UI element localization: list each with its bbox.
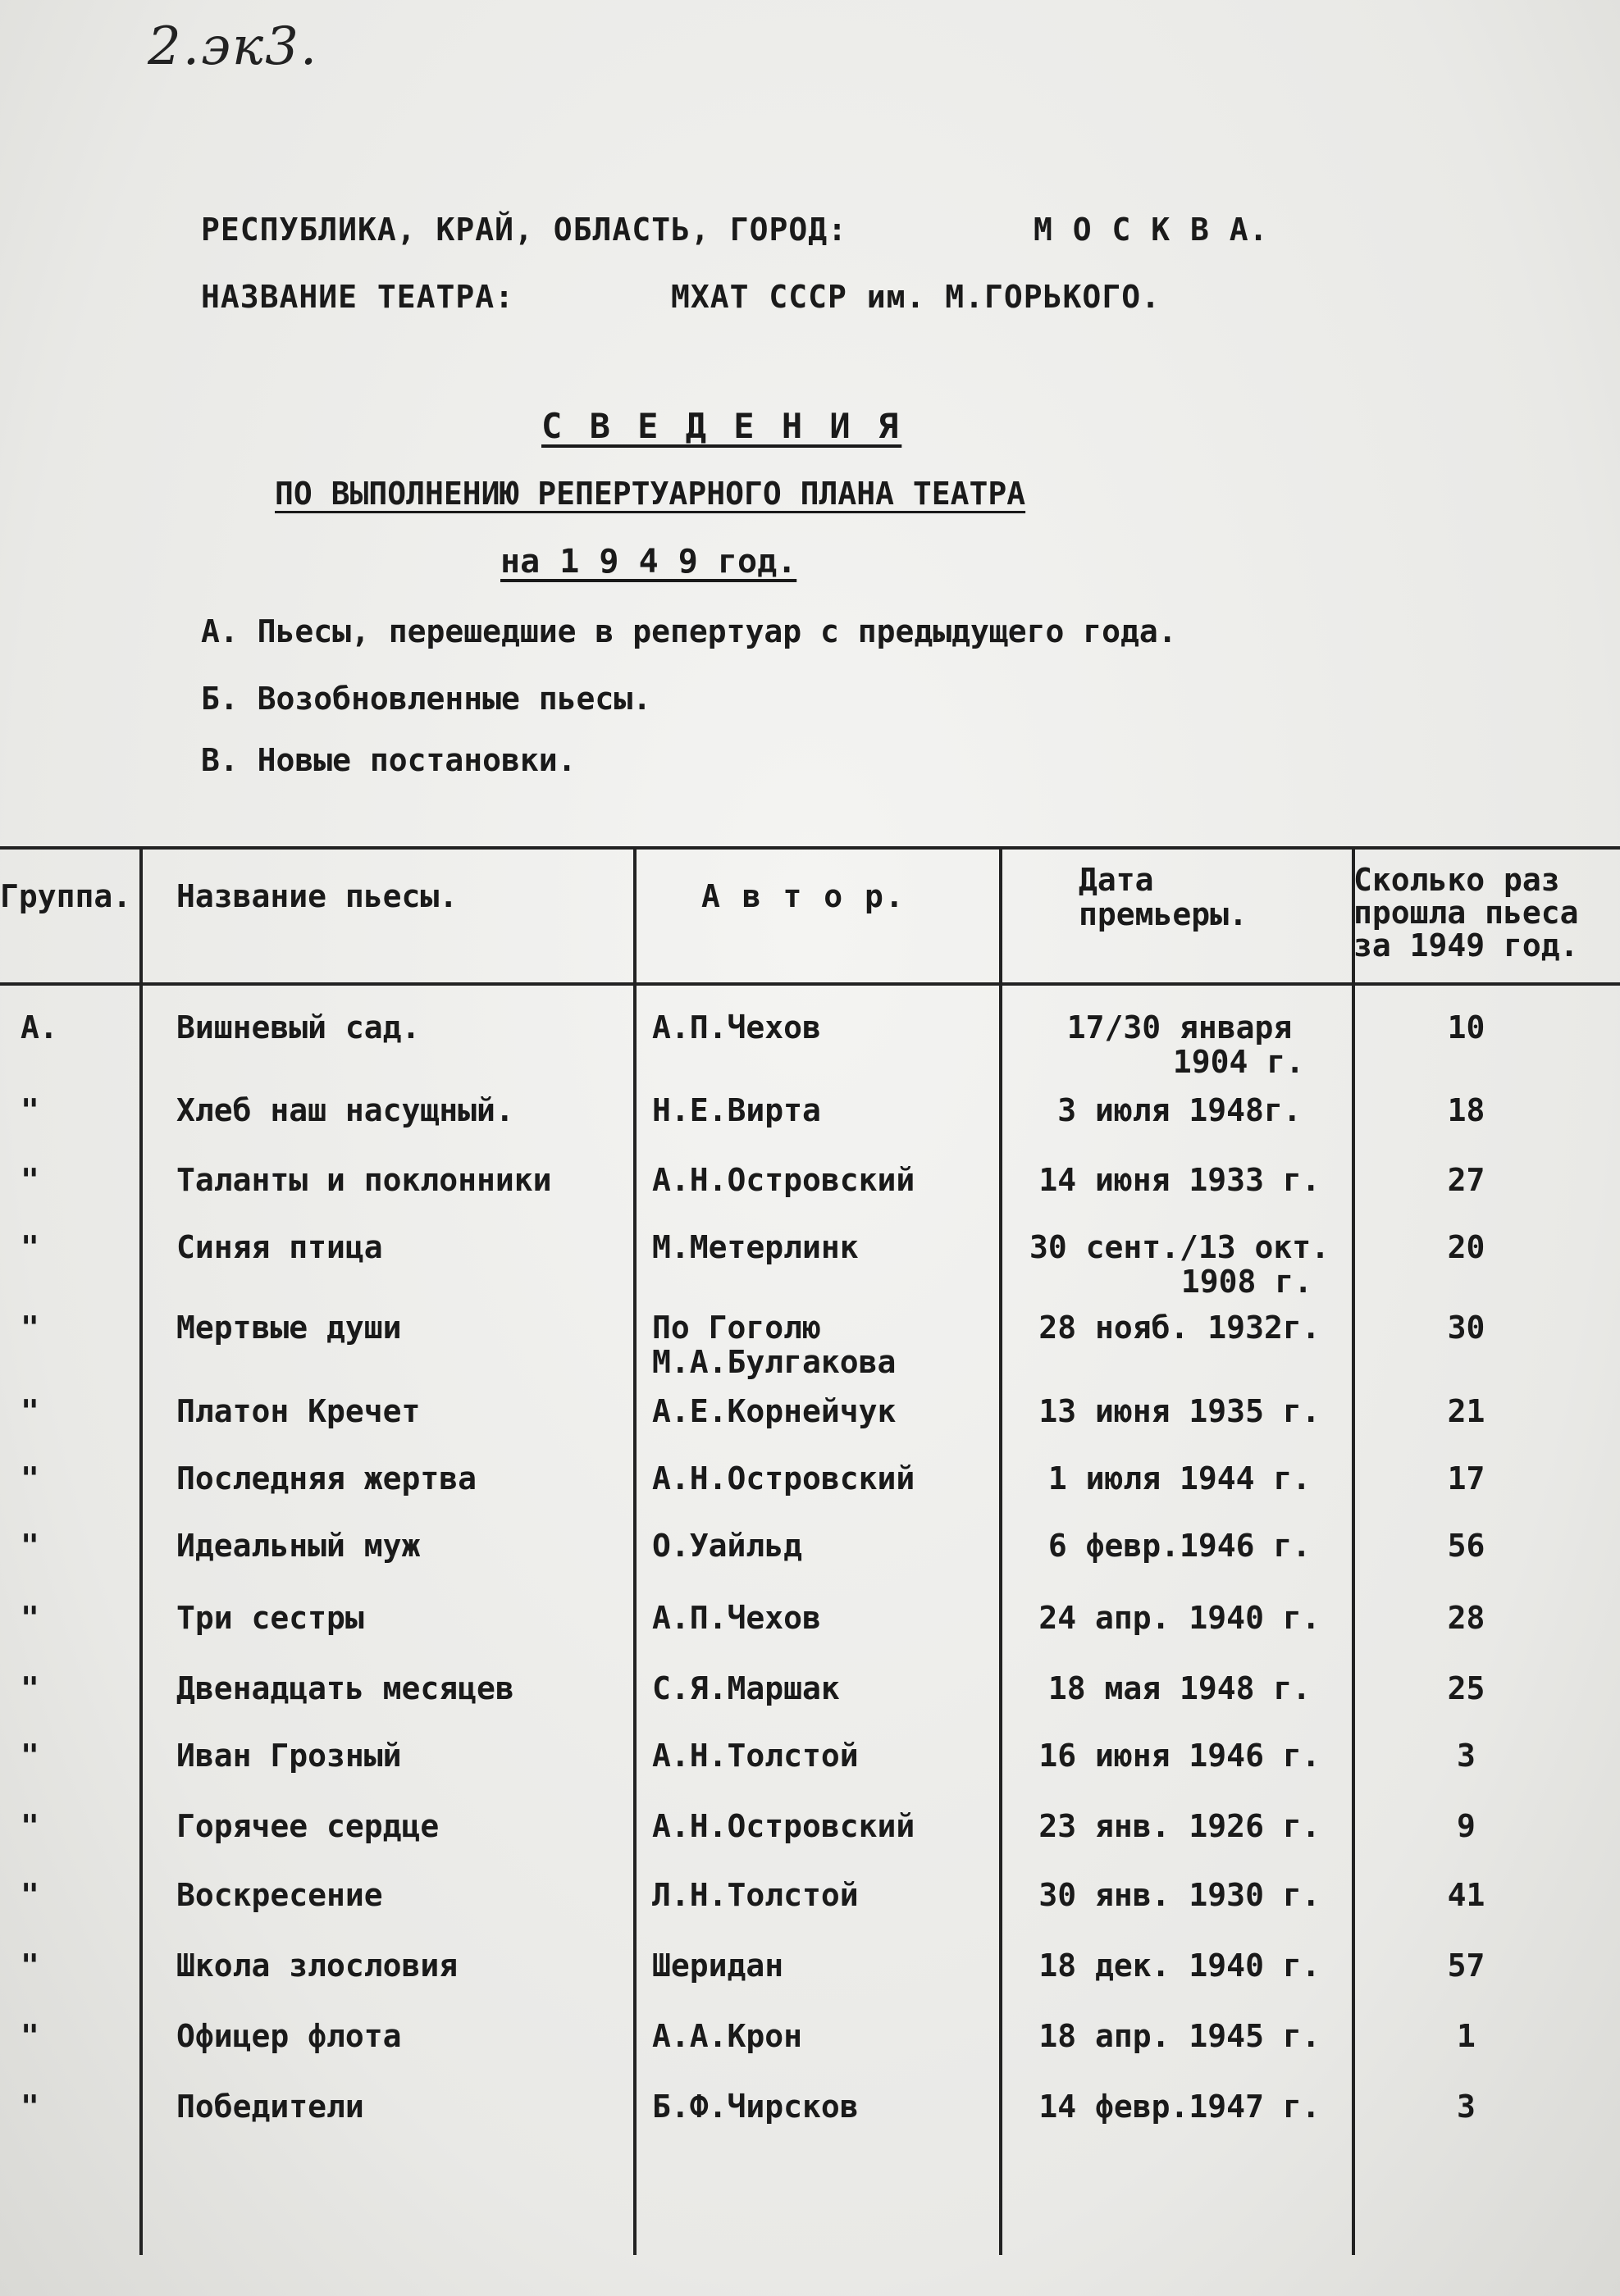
cell-count: 3 (1457, 2089, 1476, 2125)
cell-title: Победители (176, 2089, 364, 2125)
theatre-label: НАЗВАНИЕ ТЕАТРА: (201, 279, 515, 315)
document-title: С В Е Д Е Н И Я (541, 406, 902, 446)
cell-count: 1 (1457, 2018, 1476, 2054)
column-header-date-1: Дата (1079, 862, 1154, 898)
column-header-title: Название пьесы. (176, 878, 459, 914)
cell-author: А.Н.Толстой (652, 1738, 859, 1774)
cell-group: " (21, 1460, 39, 1496)
cell-date: 13 июня 1935 г. (1038, 1393, 1321, 1429)
cell-author: А.П.Чехов (652, 1009, 821, 1046)
cell-author: А.А.Крон (652, 2018, 803, 2054)
column-header-count-3: за 1949 год. (1353, 927, 1579, 963)
cell-title: Школа злословия (176, 1947, 459, 1984)
cell-date: 23 янв. 1926 г. (1038, 1808, 1321, 1844)
cell-group: " (21, 1528, 39, 1564)
cell-author: А.П.Чехов (652, 1600, 821, 1636)
cell-title: Воскресение (176, 1877, 383, 1913)
table-header-border (0, 982, 1620, 986)
cell-count: 56 (1447, 1528, 1485, 1564)
cell-count: 3 (1457, 1738, 1476, 1774)
cell-author: А.Н.Островский (652, 1460, 915, 1496)
cell-group: А. (21, 1009, 58, 1046)
cell-title: Двенадцать месяцев (176, 1670, 514, 1706)
cell-title: Вишневый сад. (176, 1009, 421, 1046)
column-header-count-2: прошла пьеса (1353, 895, 1579, 931)
cell-author: А.Е.Корнейчук (652, 1393, 897, 1429)
cell-author: Б.Ф.Чирсков (652, 2089, 859, 2125)
region-value: М О С К В А. (1034, 212, 1269, 248)
cell-title: Иван Грозный (176, 1738, 402, 1774)
cell-group: " (21, 1947, 39, 1984)
cell-title: Хлеб наш насущный. (176, 1092, 514, 1128)
legend-item-v: В. Новые постановки. (201, 742, 577, 778)
cell-date: 30 сент./13 окт. (1029, 1229, 1330, 1265)
cell-group: " (21, 2018, 39, 2054)
cell-group: " (21, 1092, 39, 1128)
cell-date: 3 июля 1948г. (1057, 1092, 1302, 1128)
cell-author: О.Уайльд (652, 1528, 803, 1564)
column-header-date-2: премьеры. (1079, 896, 1248, 932)
cell-count: 27 (1447, 1162, 1485, 1198)
cell-count: 21 (1447, 1393, 1485, 1429)
cell-author: А.Н.Островский (652, 1808, 915, 1844)
column-header-author: А в т о р. (701, 878, 906, 914)
cell-date: 1 июля 1944 г. (1047, 1460, 1312, 1496)
cell-date-line2: 1908 г. (1180, 1264, 1313, 1300)
document-subtitle: ПО ВЫПОЛНЕНИЮ РЕПЕРТУАРНОГО ПЛАНА ТЕАТРА (275, 476, 1026, 512)
column-divider-3 (999, 846, 1002, 2255)
cell-title: Последняя жертва (176, 1460, 477, 1496)
cell-count: 41 (1447, 1877, 1485, 1913)
cell-author: С.Я.Маршак (652, 1670, 840, 1706)
cell-author: По Гоголю (652, 1310, 821, 1346)
cell-date: 18 апр. 1945 г. (1038, 2018, 1321, 2054)
cell-date: 6 февр.1946 г. (1047, 1528, 1312, 1564)
cell-title: Идеальный муж (176, 1528, 421, 1564)
cell-group: " (21, 1393, 39, 1429)
cell-author: А.Н.Островский (652, 1162, 915, 1198)
cell-date: 18 дек. 1940 г. (1038, 1947, 1321, 1984)
cell-title: Платон Кречет (176, 1393, 421, 1429)
cell-count: 20 (1447, 1229, 1485, 1265)
column-divider-2 (633, 846, 637, 2255)
cell-group: " (21, 1229, 39, 1265)
cell-author: Н.Е.Вирта (652, 1092, 821, 1128)
column-header-group: Группа. (0, 878, 132, 914)
cell-count: 10 (1447, 1009, 1485, 1046)
cell-date: 30 янв. 1930 г. (1038, 1877, 1321, 1913)
cell-count: 9 (1457, 1808, 1476, 1844)
cell-author: Шеридан (652, 1947, 784, 1984)
table-top-border (0, 846, 1620, 850)
cell-title: Синяя птица (176, 1229, 383, 1265)
cell-date: 14 февр.1947 г. (1038, 2089, 1321, 2125)
cell-group: " (21, 1600, 39, 1636)
cell-date: 16 июня 1946 г. (1038, 1738, 1321, 1774)
cell-count: 57 (1447, 1947, 1485, 1984)
cell-title: Мертвые души (176, 1310, 402, 1346)
handwritten-note: 2.эк3. (148, 16, 319, 77)
cell-author-line2: М.А.Булгакова (652, 1344, 897, 1380)
theatre-value: МХАТ СССР им. М.ГОРЬКОГО. (671, 279, 1161, 315)
cell-author: Л.Н.Толстой (652, 1877, 859, 1913)
cell-author: М.Метерлинк (652, 1229, 859, 1265)
cell-group: " (21, 2089, 39, 2125)
cell-count: 17 (1447, 1460, 1485, 1496)
cell-group: " (21, 1162, 39, 1198)
cell-count: 28 (1447, 1600, 1485, 1636)
cell-group: " (21, 1877, 39, 1913)
column-header-count-1: Сколько раз (1353, 862, 1560, 898)
cell-group: " (21, 1808, 39, 1844)
cell-date: 18 мая 1948 г. (1047, 1670, 1312, 1706)
cell-date: 14 июня 1933 г. (1038, 1162, 1321, 1198)
cell-title: Таланты и поклонники (176, 1162, 552, 1198)
cell-title: Офицер флота (176, 2018, 402, 2054)
column-divider-1 (139, 846, 143, 2255)
cell-date: 17/30 января (1066, 1009, 1293, 1046)
cell-group: " (21, 1670, 39, 1706)
cell-title: Три сестры (176, 1600, 364, 1636)
cell-count: 30 (1447, 1310, 1485, 1346)
legend-item-b: Б. Возобновленные пьесы. (201, 681, 652, 717)
cell-group: " (21, 1738, 39, 1774)
cell-group: " (21, 1310, 39, 1346)
cell-date-line2: 1904 г. (1172, 1044, 1305, 1080)
legend-item-a: А. Пьесы, перешедшие в репертуар с предыдущего года. (201, 613, 1177, 649)
region-label: РЕСПУБЛИКА, КРАЙ, ОБЛАСТЬ, ГОРОД: (201, 212, 847, 248)
document-year: на 1 9 4 9 год. (500, 543, 797, 581)
cell-count: 18 (1447, 1092, 1485, 1128)
cell-date: 24 апр. 1940 г. (1038, 1600, 1321, 1636)
cell-count: 25 (1447, 1670, 1485, 1706)
cell-date: 28 нояб. 1932г. (1038, 1310, 1321, 1346)
cell-title: Горячее сердце (176, 1808, 440, 1844)
